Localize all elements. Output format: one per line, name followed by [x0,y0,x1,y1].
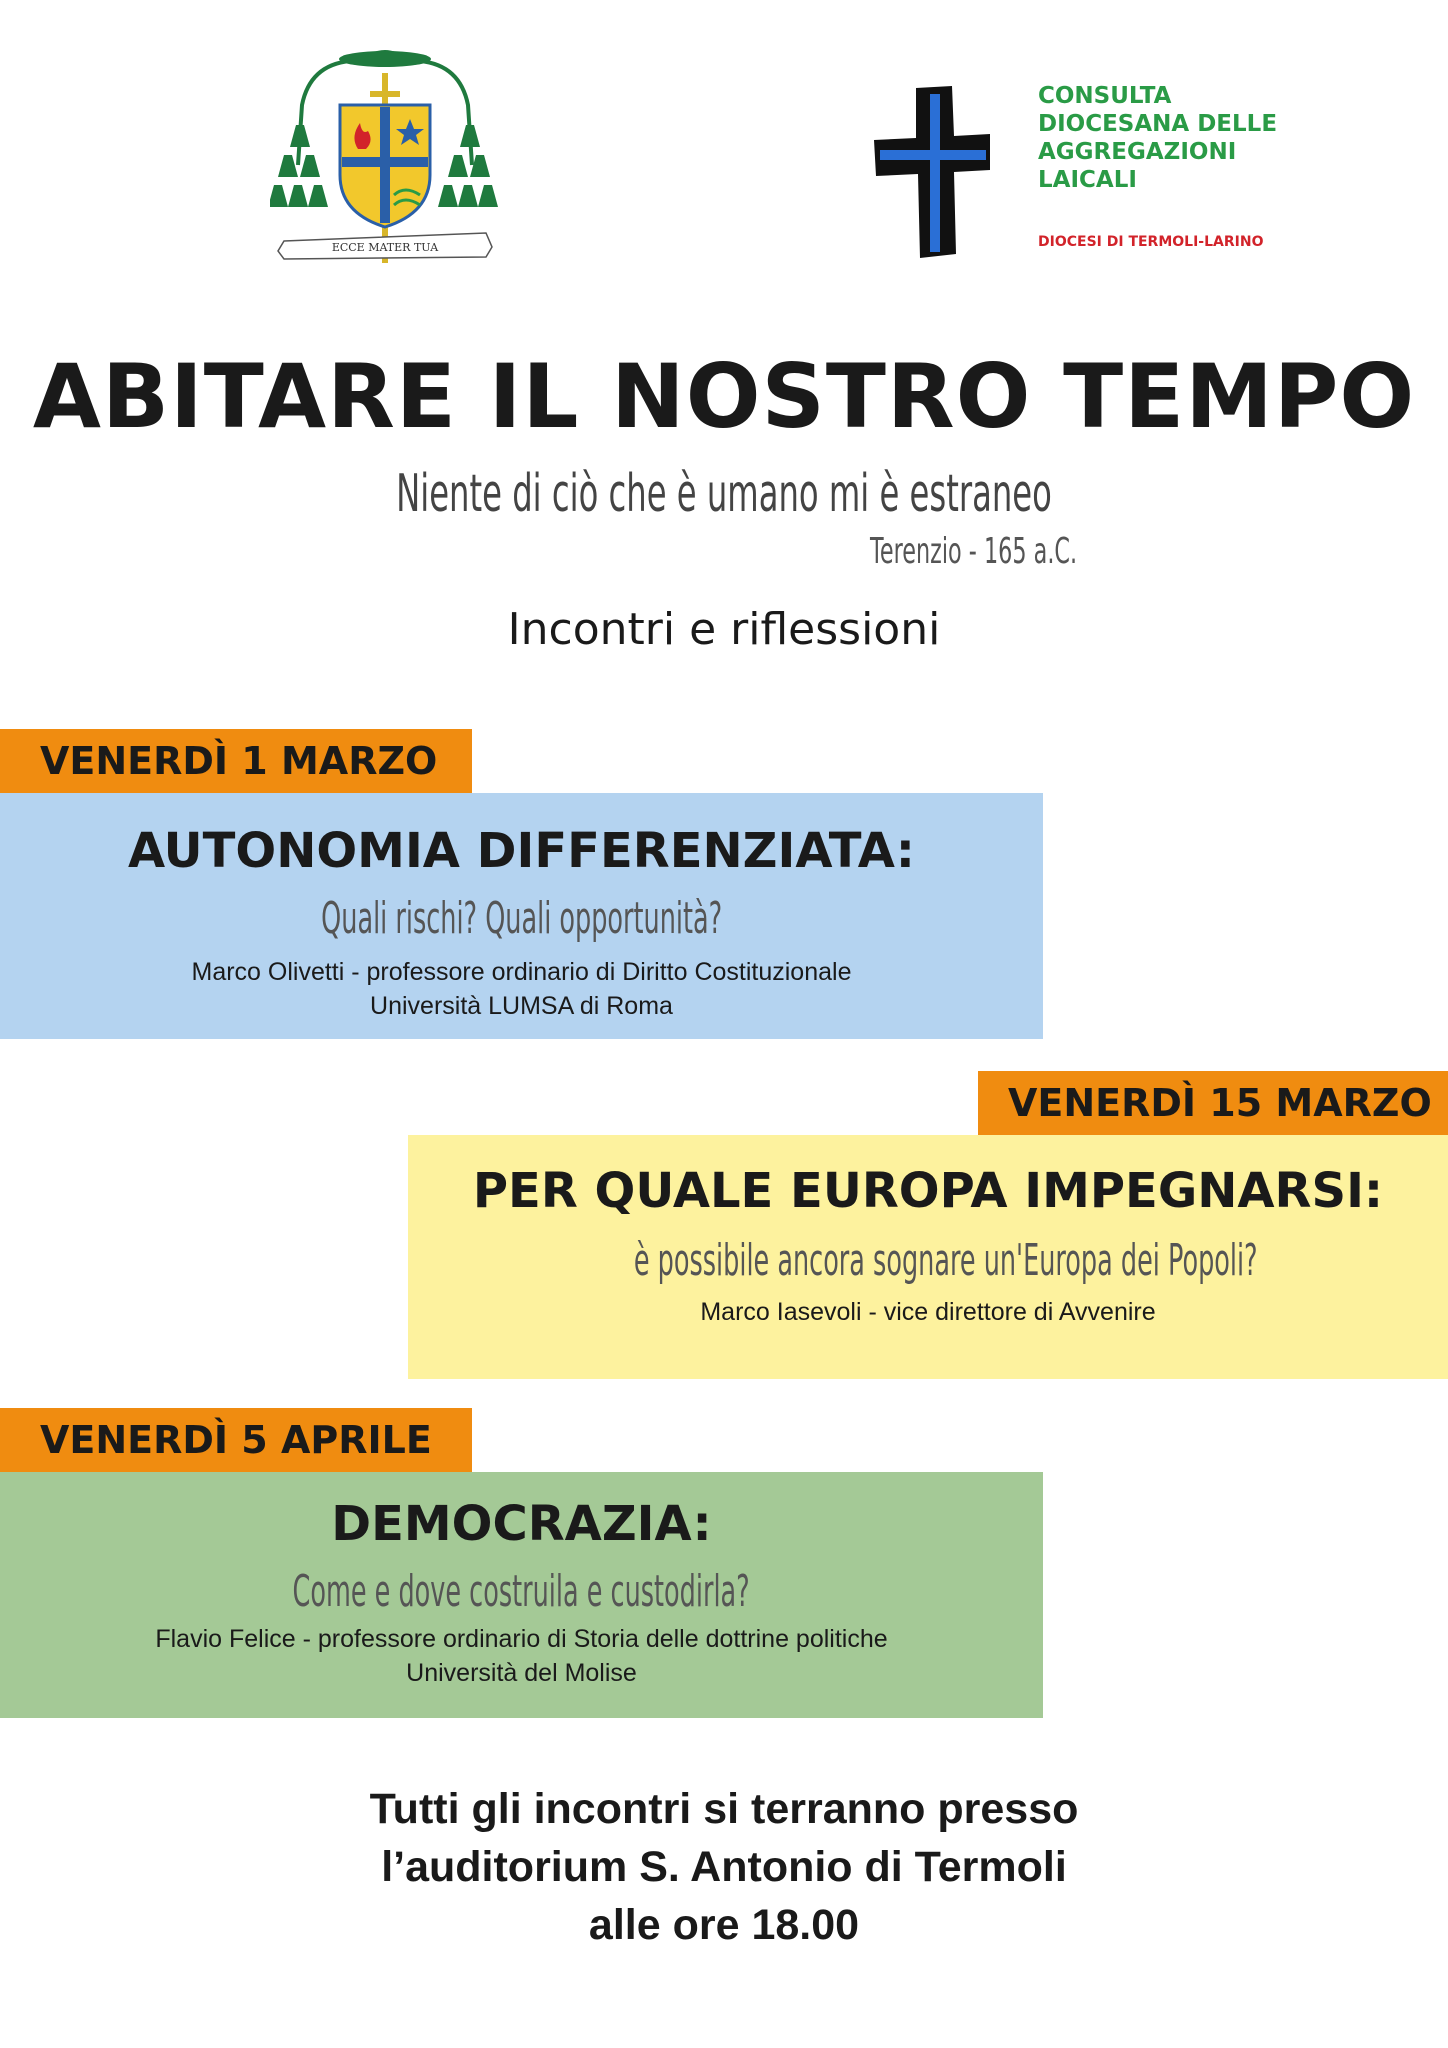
event-date: VENERDÌ 1 MARZO [0,729,472,793]
venue-line: l’auditorium S. Antonio di Termoli [381,1843,1067,1891]
event-speaker [0,955,1043,1023]
venue-line: Tutti gli incontri si terranno presso [369,1785,1079,1833]
event-card [0,793,1043,1039]
speaker-line: Università del Molise [406,1659,637,1687]
diocese-label: DIOCESI DI TERMOLI-LARINO [1038,234,1264,250]
episcopal-coat-of-arms-icon [270,45,500,275]
consulta-line: CONSULTA [1038,83,1172,109]
consulta-line: DIOCESANA DELLE [1038,111,1278,137]
series-label: Incontri e riflessioni [507,604,941,655]
event-speaker [408,1295,1448,1329]
cross-logo-icon [872,84,992,260]
speaker-line: Marco Iasevoli - vice direttore di Avvenire [700,1298,1156,1326]
consulta-name [1038,82,1338,194]
event-speaker [0,1622,1043,1690]
event-question: è possibile ancora sognare un'Europa dei Popoli? [633,1235,1258,1286]
event-title: DEMOCRAZIA: [331,1496,712,1552]
page-title: ABITARE IL NOSTRO TEMPO [32,345,1416,448]
event-question: Quali rischi? Quali opportunità? [321,893,722,944]
coat-motto: ECCE MATER TUA [331,241,439,254]
venue-info [0,1780,1448,1954]
event-card [408,1135,1448,1379]
event-title: PER QUALE EUROPA IMPEGNARSI: [472,1163,1384,1219]
event-date: VENERDÌ 5 APRILE [0,1408,472,1472]
consulta-line: LAICALI [1038,167,1137,193]
speaker-line: Marco Olivetti - professore ordinario di Diritto Costituzionale [191,958,852,986]
consulta-line: AGGREGAZIONI [1038,139,1237,165]
quote-author: Terenzio - 165 a.C. [870,531,1078,572]
event-title: AUTONOMIA DIFFERENZIATA: [128,823,915,879]
speaker-line: Flavio Felice - professore ordinario di Storia delle dottrine politiche [155,1625,888,1653]
speaker-line: Università LUMSA di Roma [370,992,673,1020]
venue-line: alle ore 18.00 [588,1901,860,1949]
event-question: Come e dove costruila e custodirla? [292,1566,751,1617]
event-card [0,1472,1043,1718]
event-date: VENERDÌ 15 MARZO [978,1071,1448,1135]
quote: Niente di ciò che è umano mi è estraneo [396,464,1052,524]
